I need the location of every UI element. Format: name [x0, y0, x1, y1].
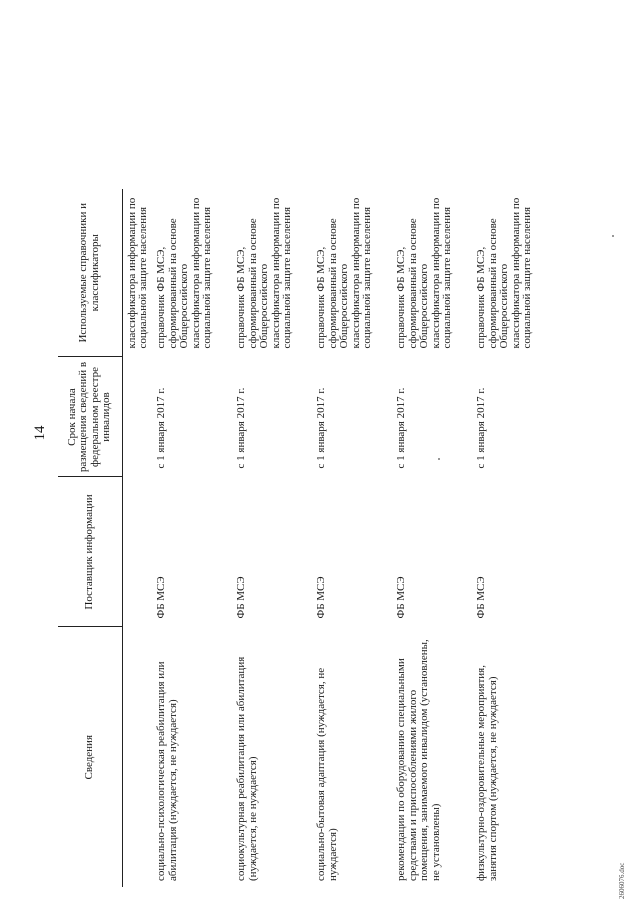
table-row — [122, 189, 152, 887]
table-row — [392, 189, 472, 887]
row-provider: ФБ МСЭ — [155, 576, 167, 619]
scan-speck — [612, 235, 614, 237]
page-number: 14 — [32, 425, 48, 441]
row-date: с 1 января 2017 г. — [395, 387, 407, 469]
row-provider: ФБ МСЭ — [235, 576, 247, 619]
row-info: социально-психологическая реабилитация или абилитация (нуждается, не нуждается) — [155, 661, 179, 881]
row-catalog: справочник ФБ МСЭ, сформированный на основе Общероссийского классификатора информации по социальной защите населения — [395, 197, 453, 349]
row-info: физкультурно-оздоровительные мероприятия, занятия спортом (нуждается, не нуждается) — [475, 665, 499, 881]
header-date: Срок начала размещения сведений в федеральном реестре инвалидов — [58, 357, 122, 477]
header-catalog: Используемые справочники и классификаторы — [58, 189, 122, 357]
row-catalog: классификатора информации по социальной защите населения — [125, 197, 149, 349]
table-row — [312, 189, 392, 887]
header-provider: Поставщик информации — [58, 477, 122, 627]
row-info — [122, 627, 152, 887]
scan-speck — [438, 458, 440, 460]
row-info: социально-бытовая адаптация (нуждается, не нуждается) — [315, 667, 339, 881]
row-catalog: справочник ФБ МСЭ, сформированный на основе Общероссийского классификатора информации по социальной защите населения — [315, 197, 373, 349]
row-provider: ФБ МСЭ — [315, 576, 327, 619]
footer-code: 2606076.doc — [618, 862, 626, 899]
row-date: с 1 января 2017 г. — [475, 387, 487, 469]
row-catalog: справочник ФБ МСЭ, сформированный на основе Общероссийского классификатора информации по социальной защите населения — [475, 197, 533, 349]
registry-table — [58, 189, 552, 887]
header-info: Сведения — [58, 627, 122, 887]
table-header-row — [58, 189, 122, 887]
table-row — [232, 189, 312, 887]
row-date: с 1 января 2017 г. — [235, 387, 247, 469]
row-info: социокультурная реабилитация или абилитация (нуждается, не нуждается) — [235, 656, 259, 881]
row-provider: ФБ МСЭ — [475, 576, 487, 619]
table-row — [472, 189, 552, 887]
row-date — [122, 357, 152, 477]
row-catalog: справочник ФБ МСЭ, сформированный на основе Общероссийского классификатора информации по социальной защите населения — [155, 197, 213, 349]
row-provider — [122, 477, 152, 627]
row-provider: ФБ МСЭ — [395, 576, 407, 619]
row-info: рекомендации по оборудованию специальными средствами и приспособлениями жилого помещения, занимаемого инвалидом (установлены, не установлены) — [395, 639, 442, 881]
row-catalog: справочник ФБ МСЭ, сформированный на основе Общероссийского классификатора информации по социальной защите населения — [235, 197, 293, 349]
table-row — [152, 189, 232, 887]
row-date: с 1 января 2017 г. — [315, 387, 327, 469]
row-date: с 1 января 2017 г. — [155, 387, 167, 469]
